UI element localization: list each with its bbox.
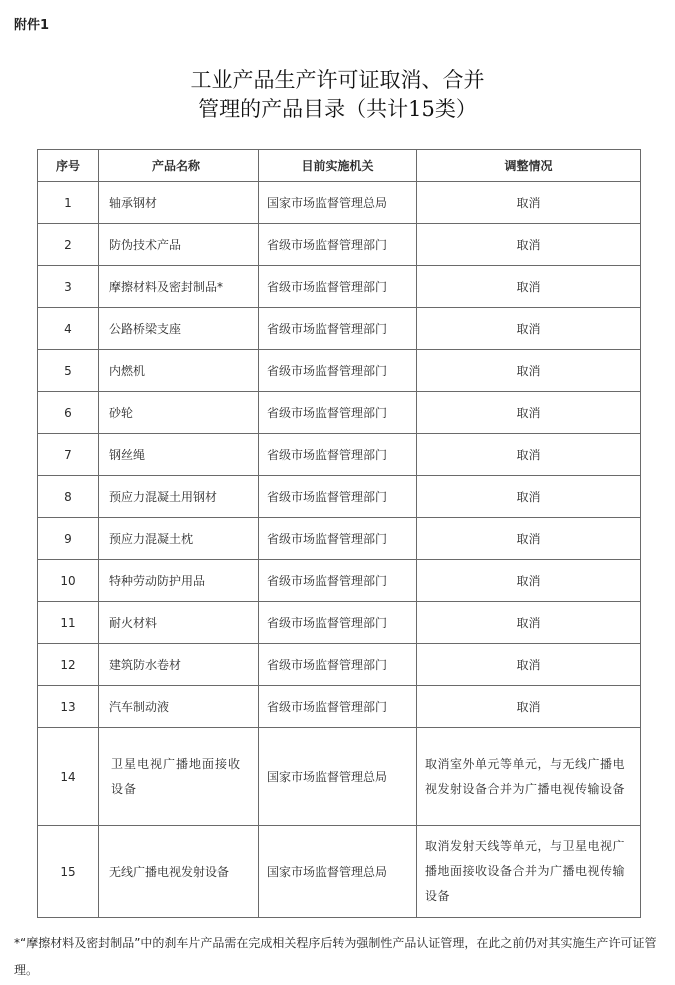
- row-product-name: 钢丝绳: [99, 434, 259, 476]
- row-product-name: 砂轮: [99, 392, 259, 434]
- row-index: 2: [38, 224, 99, 266]
- row-agency: 省级市场监督管理部门: [259, 308, 417, 350]
- row-product-name: 内燃机: [99, 350, 259, 392]
- row-index: 7: [38, 434, 99, 476]
- table-row: [38, 560, 641, 602]
- table-row: [38, 728, 641, 826]
- document-title: [0, 66, 675, 124]
- row-product-name: 预应力混凝土枕: [99, 518, 259, 560]
- row-index: 9: [38, 518, 99, 560]
- row-index: 10: [38, 560, 99, 602]
- row-index: 6: [38, 392, 99, 434]
- row-product-name: 建筑防水卷材: [99, 644, 259, 686]
- row-agency: 省级市场监督管理部门: [259, 476, 417, 518]
- row-agency: 国家市场监督管理总局: [259, 182, 417, 224]
- row-index: 11: [38, 602, 99, 644]
- row-product-name: 公路桥梁支座: [99, 308, 259, 350]
- row-adjustment: 取消: [417, 266, 641, 308]
- row-agency: 省级市场监督管理部门: [259, 392, 417, 434]
- row-adjustment: 取消: [417, 476, 641, 518]
- row-agency: 省级市场监督管理部门: [259, 350, 417, 392]
- row-index: 4: [38, 308, 99, 350]
- row-adjustment: 取消: [417, 518, 641, 560]
- row-adjustment: 取消: [417, 560, 641, 602]
- row-product-name: 防伪技术产品: [99, 224, 259, 266]
- table-row: [38, 602, 641, 644]
- row-index: 5: [38, 350, 99, 392]
- table-row: [38, 644, 641, 686]
- header-adjustment: 调整情况: [417, 150, 641, 182]
- table-header-row: [38, 150, 641, 182]
- table-row: [38, 518, 641, 560]
- header-agency: 目前实施机关: [259, 150, 417, 182]
- row-product-name: 汽车制动液: [99, 686, 259, 728]
- row-index: 12: [38, 644, 99, 686]
- row-adjustment: 取消: [417, 602, 641, 644]
- table-row: [38, 476, 641, 518]
- table-row: [38, 308, 641, 350]
- title-line-1: 工业产品生产许可证取消、合并: [190, 68, 485, 92]
- row-index: 3: [38, 266, 99, 308]
- row-agency: 省级市场监督管理部门: [259, 224, 417, 266]
- table-row: [38, 182, 641, 224]
- header-product-name: 产品名称: [99, 150, 259, 182]
- table-row: [38, 350, 641, 392]
- row-adjustment: 取消: [417, 392, 641, 434]
- row-product-name: 无线广播电视发射设备: [99, 826, 259, 918]
- row-adjustment: 取消室外单元等单元，与无线广播电视发射设备合并为广播电视传输设备: [417, 728, 641, 826]
- row-product-name: 轴承钢材: [99, 182, 259, 224]
- table-row: [38, 686, 641, 728]
- row-index: 1: [38, 182, 99, 224]
- row-agency: 省级市场监督管理部门: [259, 434, 417, 476]
- row-adjustment: 取消: [417, 434, 641, 476]
- table-row: [38, 266, 641, 308]
- row-index: 13: [38, 686, 99, 728]
- table-row: [38, 392, 641, 434]
- table-row: [38, 434, 641, 476]
- row-adjustment: 取消发射天线等单元，与卫星电视广播地面接收设备合并为广播电视传输设备: [417, 826, 641, 918]
- table-row: [38, 224, 641, 266]
- row-agency: 国家市场监督管理总局: [259, 826, 417, 918]
- row-index: 15: [38, 826, 99, 918]
- row-adjustment: 取消: [417, 308, 641, 350]
- row-product-name: 卫星电视广播地面接收设备: [99, 728, 259, 826]
- row-agency: 省级市场监督管理部门: [259, 686, 417, 728]
- row-agency: 省级市场监督管理部门: [259, 560, 417, 602]
- row-index: 8: [38, 476, 99, 518]
- row-product-name: 特种劳动防护用品: [99, 560, 259, 602]
- row-adjustment: 取消: [417, 224, 641, 266]
- row-agency: 省级市场监督管理部门: [259, 602, 417, 644]
- row-agency: 省级市场监督管理部门: [259, 266, 417, 308]
- table-row: [38, 826, 641, 918]
- product-catalog-table: [37, 149, 641, 918]
- row-adjustment: 取消: [417, 644, 641, 686]
- row-agency: 省级市场监督管理部门: [259, 644, 417, 686]
- attachment-label: 附件1: [14, 18, 50, 33]
- row-product-name: 耐火材料: [99, 602, 259, 644]
- row-adjustment: 取消: [417, 686, 641, 728]
- row-product-name: 摩擦材料及密封制品*: [99, 266, 259, 308]
- row-agency: 省级市场监督管理部门: [259, 518, 417, 560]
- header-index: 序号: [38, 150, 99, 182]
- row-index: 14: [38, 728, 99, 826]
- title-line-2: 管理的产品目录（共计15类）: [198, 97, 477, 121]
- row-adjustment: 取消: [417, 350, 641, 392]
- row-adjustment: 取消: [417, 182, 641, 224]
- footnote: *“摩擦材料及密封制品”中的刹车片产品需在完成相关程序后转为强制性产品认证管理，在此之前仍对其实施生产许可证管理。: [14, 936, 657, 977]
- row-agency: 国家市场监督管理总局: [259, 728, 417, 826]
- row-product-name: 预应力混凝土用钢材: [99, 476, 259, 518]
